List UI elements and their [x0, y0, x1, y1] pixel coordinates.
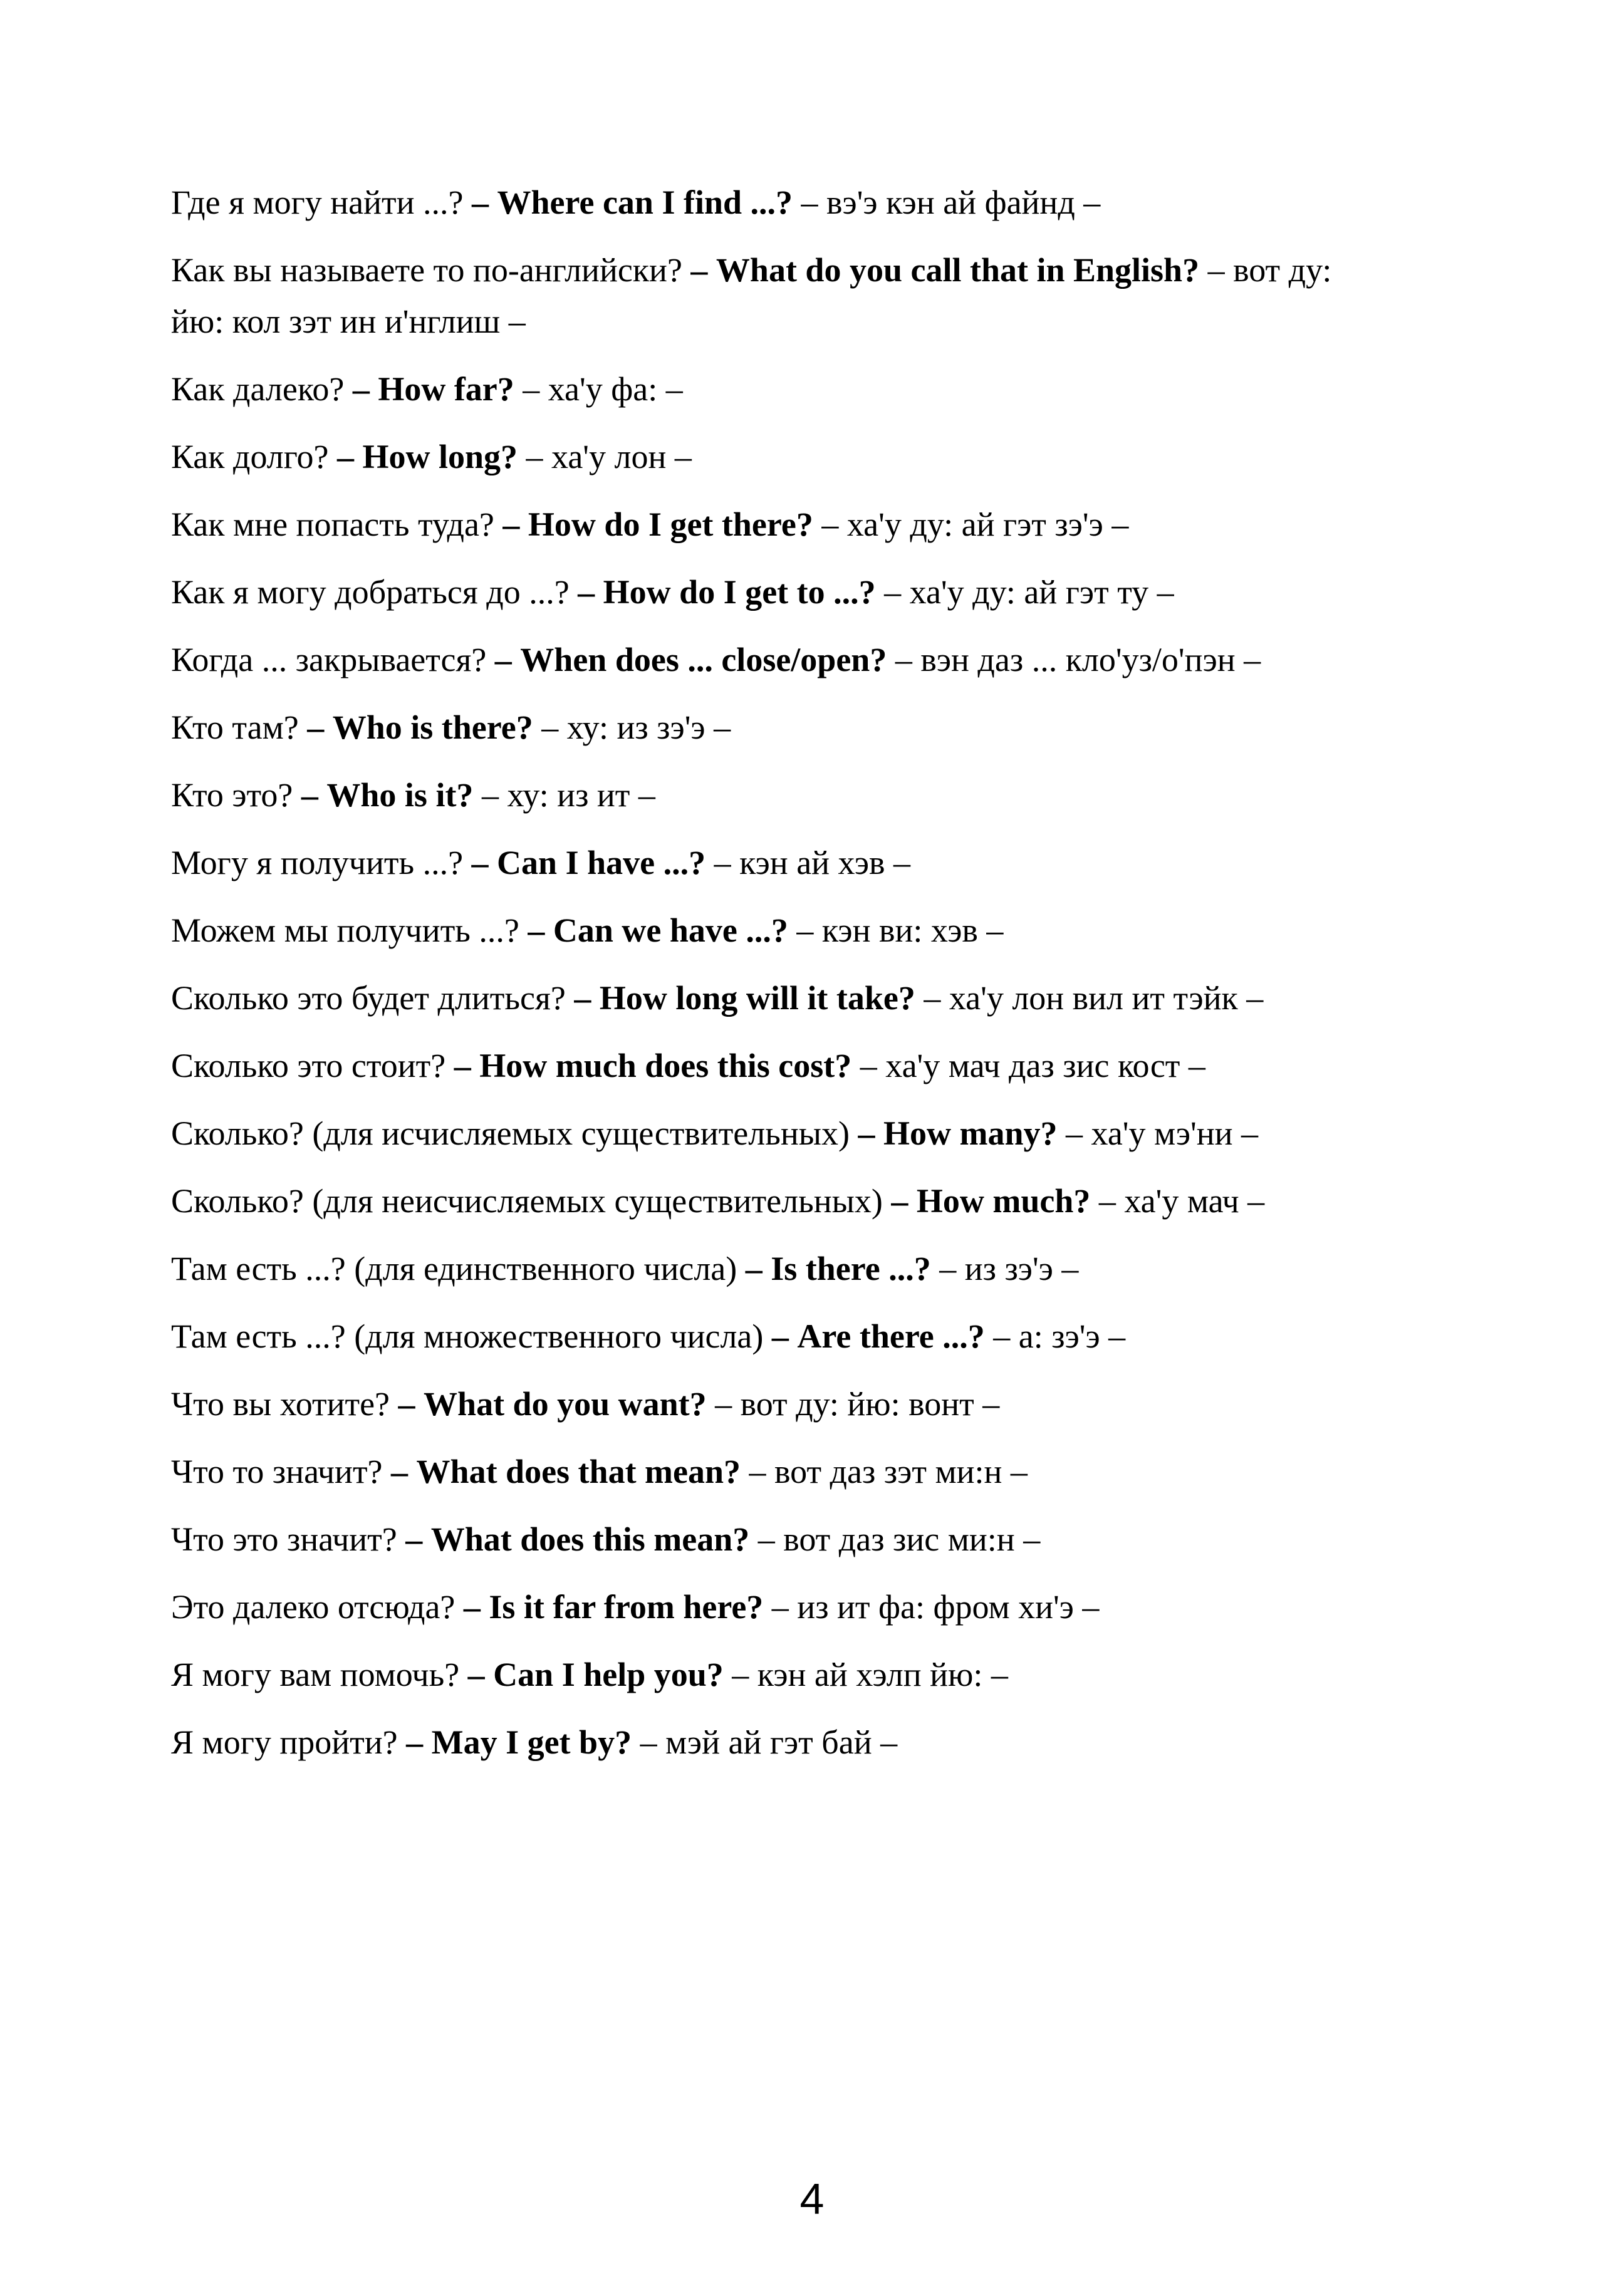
russian-phrase: Как я могу добраться до ...? — [171, 573, 570, 611]
english-phrase: – How much does this cost? — [454, 1047, 852, 1084]
english-phrase: – How far? — [352, 370, 514, 408]
russian-phrase: Когда ... закрывается? — [171, 641, 487, 678]
english-phrase: – Can I help you? — [467, 1656, 724, 1693]
phrase-entry — [171, 905, 1343, 956]
phrase-entry — [171, 499, 1343, 550]
english-phrase: – How many? — [858, 1114, 1058, 1152]
english-phrase: – Where can I find ...? — [472, 184, 793, 221]
transcription: – вот ду: йю: кол зэт ин и'нглиш – — [171, 251, 1332, 340]
english-phrase: – Who is there? — [307, 709, 533, 746]
transcription: – ху: из зэ'э – — [541, 709, 731, 746]
phrase-entry — [171, 1108, 1343, 1159]
transcription: – вот ду: йю: вонт – — [715, 1385, 1000, 1423]
transcription: – вэ'э кэн ай файнд – — [801, 184, 1101, 221]
phrase-entry — [171, 1243, 1343, 1294]
phrase-entry — [171, 431, 1343, 482]
russian-phrase: Как мне попасть туда? — [171, 506, 494, 543]
english-phrase: – What does this mean? — [405, 1520, 750, 1558]
english-phrase: – Is it far from here? — [463, 1588, 764, 1626]
transcription: – ха'у мэ'ни – — [1066, 1114, 1259, 1152]
english-phrase: – Is there ...? — [745, 1250, 931, 1287]
russian-phrase: Сколько? (для неисчисляемых существительных) — [171, 1182, 883, 1220]
phrase-entry — [171, 566, 1343, 618]
english-phrase: – When does ... close/open? — [494, 641, 887, 678]
russian-phrase: Кто там? — [171, 709, 299, 746]
transcription: – ха'у ду: ай гэт ту – — [884, 573, 1174, 611]
transcription: – ха'у мач – — [1098, 1182, 1265, 1220]
transcription: – кэн ай хэлп йю: – — [732, 1656, 1008, 1693]
phrase-entry — [171, 177, 1343, 228]
phrase-entry — [171, 837, 1343, 888]
russian-phrase: Кто это? — [171, 776, 293, 814]
phrase-entry — [171, 1717, 1343, 1768]
phrase-entry — [171, 702, 1343, 753]
phrase-entry — [171, 1581, 1343, 1633]
phrase-entry — [171, 1378, 1343, 1430]
transcription: – ха'у фа: – — [523, 370, 683, 408]
russian-phrase: Могу я получить ...? — [171, 844, 464, 881]
english-phrase: – What do you want? — [398, 1385, 707, 1423]
english-phrase: – Are there ...? — [771, 1317, 985, 1355]
english-phrase: – Can we have ...? — [528, 912, 788, 949]
russian-phrase: Как вы называете то по-английски? — [171, 251, 682, 289]
transcription: – кэн ай хэв – — [714, 844, 911, 881]
transcription: – вэн даз ... кло'уз/о'пэн – — [895, 641, 1261, 678]
english-phrase: – How do I get to ...? — [578, 573, 876, 611]
transcription: – а: зэ'э – — [993, 1317, 1126, 1355]
russian-phrase: Сколько? (для исчисляемых существительных) — [171, 1114, 850, 1152]
transcription: – мэй ай гэт бай – — [640, 1723, 898, 1761]
phrase-entry — [171, 1514, 1343, 1565]
english-phrase: – What does that mean? — [391, 1453, 741, 1490]
phrase-entry — [171, 634, 1343, 685]
transcription: – ха'у мач даз зис кост – — [860, 1047, 1205, 1084]
transcription: – вот даз зэт ми:н – — [749, 1453, 1028, 1490]
phrase-entry — [171, 769, 1343, 821]
transcription: – вот даз зис ми:н – — [757, 1520, 1041, 1558]
russian-phrase: Сколько это стоит? — [171, 1047, 446, 1084]
russian-phrase: Можем мы получить ...? — [171, 912, 519, 949]
transcription: – кэн ви: хэв – — [796, 912, 1004, 949]
english-phrase: – How do I get there? — [502, 506, 813, 543]
transcription: – ха'у ду: ай гэт зэ'э – — [821, 506, 1129, 543]
russian-phrase: Я могу пройти? — [171, 1723, 398, 1761]
transcription: – из зэ'э – — [939, 1250, 1079, 1287]
phrase-entry — [171, 1311, 1343, 1362]
english-phrase: – May I get by? — [406, 1723, 632, 1761]
transcription: – из ит фа: фром хи'э – — [771, 1588, 1100, 1626]
transcription: – ху: из ит – — [481, 776, 655, 814]
phrase-entry — [171, 244, 1343, 347]
phrase-entry — [171, 363, 1343, 415]
russian-phrase: Что это значит? — [171, 1520, 397, 1558]
english-phrase: – How long? — [337, 438, 518, 475]
phrase-entry — [171, 1175, 1343, 1227]
english-phrase: – How much? — [891, 1182, 1091, 1220]
russian-phrase: Это далеко отсюда? — [171, 1588, 455, 1626]
english-phrase: – What do you call that in English? — [690, 251, 1200, 289]
english-phrase: – Can I have ...? — [471, 844, 706, 881]
russian-phrase: Что вы хотите? — [171, 1385, 390, 1423]
russian-phrase: Сколько это будет длиться? — [171, 979, 566, 1017]
english-phrase: – Who is it? — [301, 776, 474, 814]
phrase-entry — [171, 1649, 1343, 1700]
phrase-entry — [171, 972, 1343, 1024]
phrase-list — [171, 177, 1343, 1784]
russian-phrase: Как далеко? — [171, 370, 345, 408]
russian-phrase: Там есть ...? (для множественного числа) — [171, 1317, 764, 1355]
english-phrase: – How long will it take? — [574, 979, 915, 1017]
transcription: – ха'у лон вил ит тэйк – — [924, 979, 1264, 1017]
page-number: 4 — [799, 2174, 825, 2223]
phrase-entry — [171, 1040, 1343, 1091]
russian-phrase: Как долго? — [171, 438, 329, 475]
russian-phrase: Там есть ...? (для единственного числа) — [171, 1250, 737, 1287]
russian-phrase: Я могу вам помочь? — [171, 1656, 460, 1693]
transcription: – ха'у лон – — [526, 438, 692, 475]
phrase-entry — [171, 1446, 1343, 1497]
russian-phrase: Что то значит? — [171, 1453, 383, 1490]
russian-phrase: Где я могу найти ...? — [171, 184, 464, 221]
